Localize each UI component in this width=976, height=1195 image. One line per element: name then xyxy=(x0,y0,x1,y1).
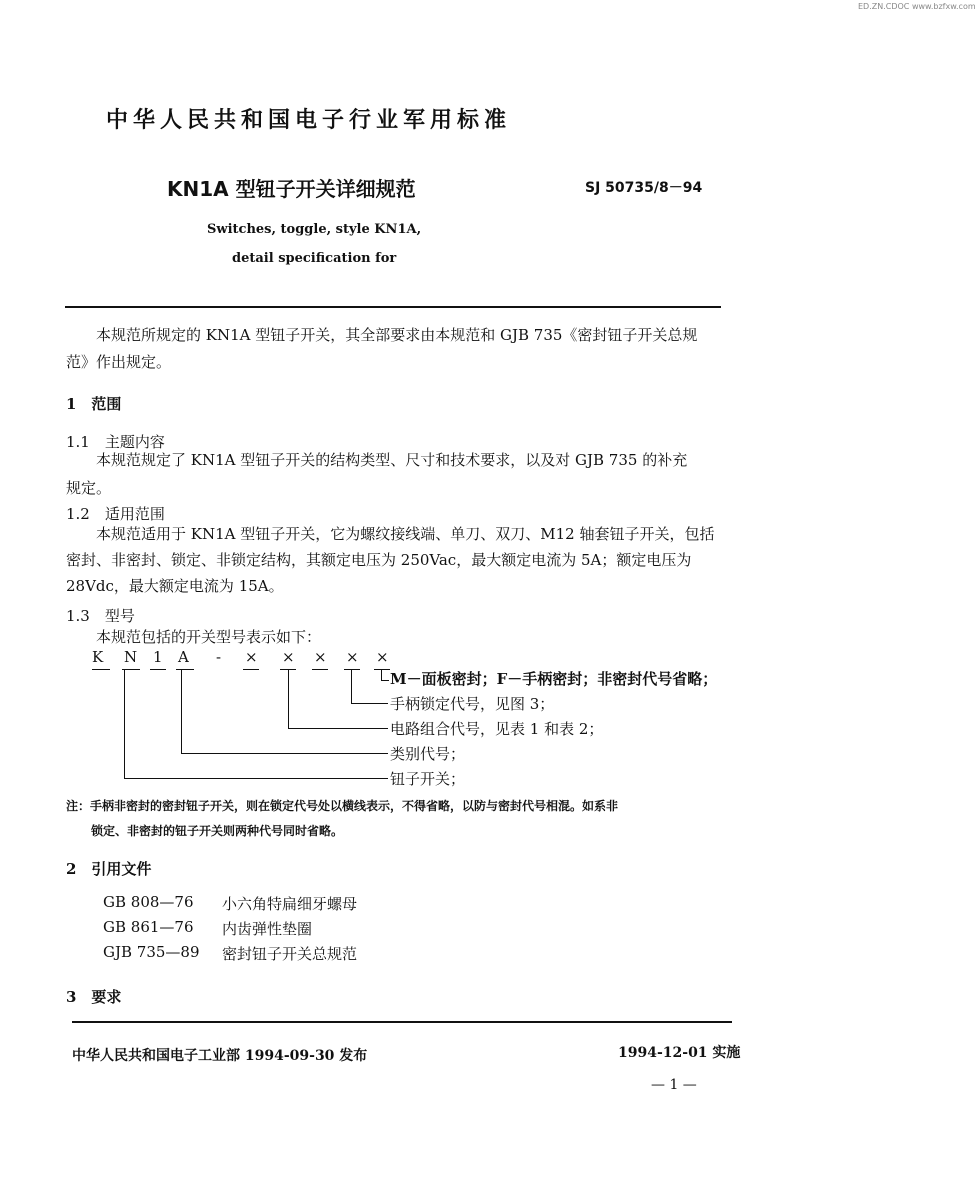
standard-category: 中华人民共和国电子行业军用标准 xyxy=(106,108,512,133)
section-1-heading: 1 范围 xyxy=(66,395,122,413)
section-3-heading: 3 要求 xyxy=(66,988,122,1006)
effective-date: 1994-12-01 实施 xyxy=(618,1045,741,1061)
code-underline xyxy=(312,669,328,670)
code-underline xyxy=(176,669,194,670)
connector-line-category xyxy=(181,753,388,754)
reference-code: GB 861—76 xyxy=(103,918,194,936)
corner-mark: ED.ZN.CDOC www.bzfxw.com xyxy=(858,2,976,11)
code-char: × xyxy=(376,648,389,666)
section-2-heading: 2 引用文件 xyxy=(66,860,152,878)
code-char: N xyxy=(124,648,138,666)
section-1-3-line1: 本规范包括的开关型号表示如下： xyxy=(96,628,322,646)
connector-line-category xyxy=(181,670,182,753)
section-1-2-line2: 密封、非密封、锁定、非锁定结构，其额定电压为 250Vac，最大额定电流为 5A；额定电压为 xyxy=(66,551,692,569)
section-1-2-line3: 28Vdc，最大额定电流为 15A。 xyxy=(66,577,284,595)
header-rule xyxy=(65,306,721,308)
note-line1: 注：手柄非密封的密封钮子开关，则在锁定代号处以横线表示，不得省略，以防与密封代号相混。如系非 xyxy=(66,799,619,813)
code-underline xyxy=(150,669,166,670)
connector-line-seal xyxy=(381,680,389,681)
code-char: - xyxy=(216,648,222,666)
code-char: × xyxy=(346,648,359,666)
code-char: A xyxy=(178,648,189,666)
reference-title: 密封钮子开关总规范 xyxy=(222,945,358,963)
reference-title: 内齿弹性垫圈 xyxy=(222,920,313,938)
english-title-line1: Switches, toggle, style KN1A, xyxy=(207,222,422,237)
standard-code: SJ 50735/8－94 xyxy=(585,180,703,196)
connector-line-seal xyxy=(381,670,382,680)
code-char: K xyxy=(92,648,104,666)
code-underline xyxy=(243,669,259,670)
intro-line2: 范》作出规定。 xyxy=(66,353,172,371)
connector-line-circuit xyxy=(288,670,289,728)
code-char: × xyxy=(314,648,327,666)
section-1-3-heading: 1.3 型号 xyxy=(66,607,135,625)
reference-code: GB 808—76 xyxy=(103,893,194,911)
footer-rule xyxy=(72,1021,732,1023)
connector-line-lock xyxy=(351,703,388,704)
code-underline xyxy=(374,669,390,670)
reference-code: GJB 735—89 xyxy=(103,943,200,961)
code-underline xyxy=(344,669,360,670)
reference-title: 小六角特扁细牙螺母 xyxy=(222,895,358,913)
intro-line1: 本规范所规定的 KN1A 型钮子开关，其全部要求由本规范和 GJB 735《密封钮子开关总规 xyxy=(96,326,698,344)
page-title: KN1A 型钮子开关详细规范 xyxy=(167,177,416,201)
label-category-code: 类别代号； xyxy=(390,745,466,763)
connector-line-circuit xyxy=(288,728,388,729)
code-underline xyxy=(92,669,110,670)
label-circuit-code: 电路组合代号，见表 1 和表 2； xyxy=(390,720,604,738)
connector-line-switch xyxy=(124,670,125,778)
code-char: 1 xyxy=(153,648,163,666)
label-seal-code: M－面板密封；F－手柄密封；非密封代号省略； xyxy=(390,670,718,688)
section-1-1-line1: 本规范规定了 KN1A 型钮子开关的结构类型、尺寸和技术要求，以及对 GJB 735 的补充 xyxy=(96,451,688,469)
code-char: × xyxy=(245,648,258,666)
label-lock-code: 手柄锁定代号，见图 3； xyxy=(390,695,555,713)
section-1-2-heading: 1.2 适用范围 xyxy=(66,505,165,523)
code-char: × xyxy=(282,648,295,666)
english-title-line2: detail specification for xyxy=(232,251,397,266)
section-1-1-heading: 1.1 主题内容 xyxy=(66,433,165,451)
section-1-1-line2: 规定。 xyxy=(66,479,112,497)
connector-line-switch xyxy=(124,778,388,779)
connector-line-lock xyxy=(351,670,352,703)
issued-by: 中华人民共和国电子工业部 1994-09-30 发布 xyxy=(72,1048,368,1064)
page-number: — 1 — xyxy=(651,1077,697,1093)
note-line2: 锁定、非密封的钮子开关则两种代号同时省略。 xyxy=(91,824,344,838)
label-switch-code: 钮子开关； xyxy=(390,770,466,788)
section-1-2-line1: 本规范适用于 KN1A 型钮子开关，它为螺纹接线端、单刀、双刀、M12 轴套钮子开关，包括 xyxy=(96,525,715,543)
